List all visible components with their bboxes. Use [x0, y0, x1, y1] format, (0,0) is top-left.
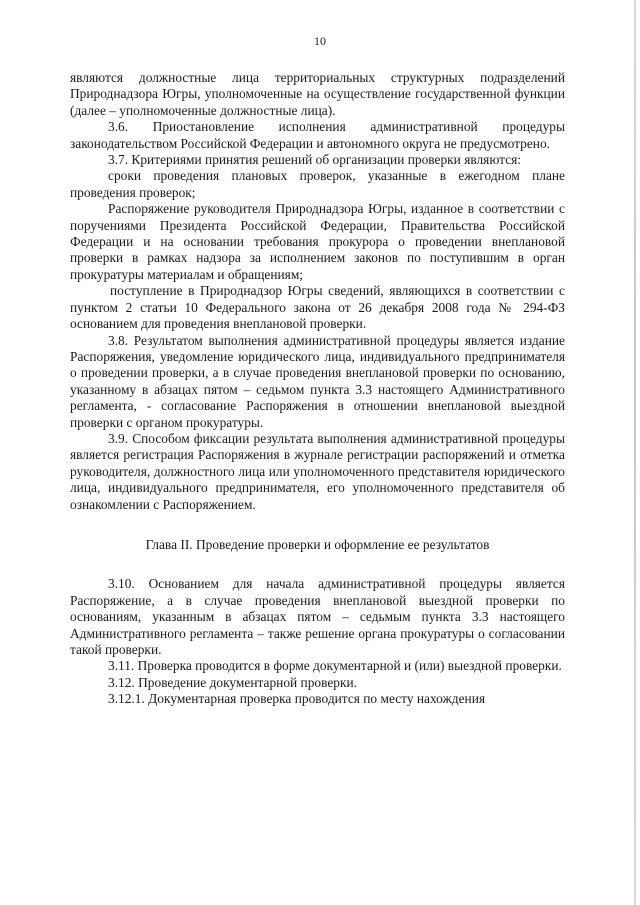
paragraph-3-12-1: 3.12.1. Документарная проверка проводится по месту нахождения — [108, 691, 486, 707]
paragraph-3-9: 3.9. Способом фиксации результата выполнения административной процедуры является регистрация Распоряжения в журнале регистрации распоряжений и отметка руководителя, должностного лица или уполномоченного представителя юридического лица, индивидуального предпринимателя, его уполномоченного представителя об ознакомлении с Распоряжением. — [70, 430, 565, 512]
document-body — [70, 70, 565, 708]
paragraph-3-6: 3.6. Приостановление исполнения административной процедуры законодательством Российской Федерации и автономного округа не предусмотрено. — [70, 119, 565, 151]
paragraph-3-8: 3.8. Результатом выполнения административной процедуры является издание Распоряжения, уведомление юридического лица, индивидуального предпринимателя о проведении проверки, а в случае проведения внеплановой проверки по основанию, указанному в абзацах пятом – седьмом пункта 3.3 настоящего Административного регламента, - согласование Распоряжения в отношении внеплановой выездной проверки с органом прокуратуры. — [70, 332, 565, 430]
paragraph-criteria-information: поступление в Природнадзор Югры сведений, являющихся в соответствии с пунктом 2 статьи 10 Федерального закона от 26 декабря 2008 года № 294-ФЗ основанием для проведения внеплановой проверки. — [70, 283, 565, 332]
paragraph-3-7: 3.7. Критериями принятия решений об организации проверки являются: — [108, 152, 522, 168]
paragraph-criteria-order: Распоряжение руководителя Природнадзора Югры, изданное в соответствии с поручениями Президента Российской Федерации, Правительства Российской Федерации и на основании требования прокурора о проведении внеплановой проверки в рамках надзора за исполнением законов по поступившим в орган прокуратуры материалам и обращениям; — [70, 201, 565, 282]
paragraph-criteria-planned: сроки проведения плановых проверок, указанные в ежегодном плане проведения проверок; — [70, 168, 565, 200]
paragraph-continuation: являются должностные лица территориальных структурных подразделений Природнадзора Югры, уполномоченные на осуществление государственной функции (далее – уполномоченные должностные лица). — [70, 70, 565, 118]
chapter-title: Глава II. Проведение проверки и оформление ее результатов — [145, 536, 490, 552]
page-number: 10 — [314, 34, 326, 48]
paragraph-3-10: 3.10. Основанием для начала административной процедуры является Распоряжение, а в случае проведения внеплановой выездной проверки по основаниям, указанным в абзацах пятом – седьмым пункта 3.3 настоящего Административного регламента – также решение органа прокуратуры о согласовании такой проверки. — [70, 576, 565, 657]
paragraph-3-11: 3.11. Проверка проводится в форме документарной и (или) выездной проверки. — [108, 658, 562, 674]
paragraph-3-12: 3.12. Проведение документарной проверки. — [108, 674, 357, 690]
scan-edge-shadow — [634, 0, 636, 905]
